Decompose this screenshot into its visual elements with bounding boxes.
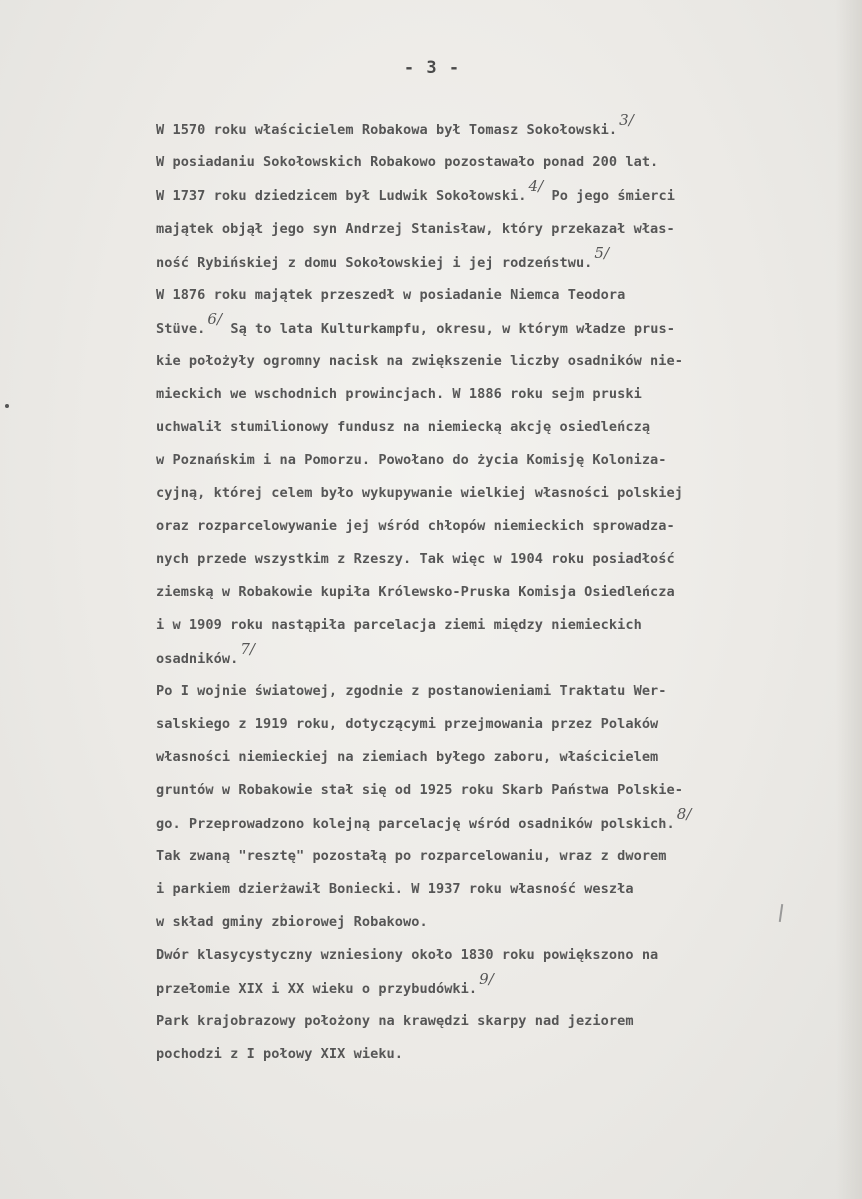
line-text: pochodzi z I połowy XIX wieku. — [156, 1046, 404, 1062]
text-line — [156, 777, 683, 803]
line-text: cyjną, której celem było wykupywanie wielkiej własności polskiej — [156, 485, 683, 501]
footnote-marker: 7/ — [240, 640, 256, 658]
line-text: salskiego z 1919 roku, dotyczącymi przejmowania przez Polaków — [156, 716, 659, 732]
text-line — [156, 381, 642, 407]
line-text: mieckich we wschodnich prowincjach. W 1886 roku sejm pruski — [156, 386, 642, 402]
text-line — [156, 970, 494, 1001]
text-line — [156, 678, 667, 704]
line-text: uchwalił stumilionowy fundusz na niemiecką akcję osiedleńczą — [156, 419, 651, 435]
footnote-marker: 9/ — [479, 970, 494, 988]
footnote-marker: 4/ — [528, 177, 544, 195]
text-line — [156, 711, 658, 737]
text-line — [156, 513, 675, 539]
text-line — [156, 177, 675, 208]
line-text: ziemską w Robakowie kupiła Królewsko-Pruska Komisja Osiedleńcza — [156, 584, 675, 600]
footnote-marker: 8/ — [676, 805, 692, 823]
text-line — [156, 579, 675, 605]
line-text-continuation: Po jego śmierci — [543, 188, 675, 204]
line-text: ność Rybińskiej z domu Sokołowskiej i jej rodzeństwu. — [156, 255, 593, 271]
line-text: w skład gminy zbiorowej Robakowo. — [156, 914, 428, 930]
page-number: - 3 - — [403, 58, 461, 78]
text-line — [156, 310, 675, 341]
text-line — [156, 942, 658, 968]
line-text-continuation: Są to lata Kulturkampfu, okresu, w którym władze prus- — [222, 321, 675, 337]
text-line — [156, 1008, 634, 1034]
text-line — [156, 111, 634, 142]
text-line — [156, 546, 675, 572]
line-text: i parkiem dzierżawił Boniecki. W 1937 roku własność weszła — [156, 881, 634, 897]
footnote-marker: 3/ — [619, 111, 634, 129]
text-line — [156, 216, 675, 242]
line-text: Park krajobrazowy położony na krawędzi skarpy nad jeziorem — [156, 1013, 634, 1029]
line-text: Stüve. — [156, 321, 206, 337]
text-line — [156, 876, 634, 902]
line-text: go. Przeprowadzono kolejną parcelację wśród osadników polskich. — [156, 816, 675, 832]
line-text: W 1570 roku właścicielem Robakowa był Tomasz Sokołowski. — [156, 122, 618, 138]
pen-mark — [779, 904, 783, 922]
text-line — [156, 244, 610, 275]
line-text: W 1876 roku majątek przeszedł w posiadanie Niemca Teodora — [156, 287, 626, 303]
line-text: przełomie XIX i XX wieku o przybudówki. — [156, 981, 478, 997]
line-text: Dwór klasycystyczny wzniesiony około 1830 roku powiększono na — [156, 947, 659, 963]
line-text: W posiadaniu Sokołowskich Robakowo pozostawało ponad 200 lat. — [156, 154, 659, 170]
line-text: majątek objął jego syn Andrzej Stanisław, który przekazał włas- — [156, 221, 675, 237]
line-text: w Poznańskim i na Pomorzu. Powołano do życia Komisję Koloniza- — [156, 452, 667, 468]
text-line — [156, 805, 692, 836]
paper-speck — [5, 404, 9, 408]
line-text: Tak zwaną "resztę" pozostałą po rozparcelowaniu, wraz z dworem — [156, 848, 667, 864]
line-text: W 1737 roku dziedzicem był Ludwik Sokołowski. — [156, 188, 527, 204]
text-line — [156, 612, 642, 638]
text-line — [156, 843, 667, 869]
line-text: oraz rozparcelowywanie jej wśród chłopów niemieckich sprowadza- — [156, 518, 675, 534]
page-edge-shadow — [836, 0, 862, 1199]
line-text: gruntów w Robakowie stał się od 1925 roku Skarb Państwa Polskie- — [156, 782, 683, 798]
footnote-marker: 5/ — [594, 244, 610, 262]
line-text: kie położyły ogromny nacisk na zwiększenie liczby osadników nie- — [156, 353, 683, 369]
line-text: własności niemieckiej na ziemiach byłego zaboru, właścicielem — [156, 749, 659, 765]
text-line — [156, 149, 658, 175]
text-line — [156, 744, 658, 770]
line-text: i w 1909 roku nastąpiła parcelacja ziemi między niemieckich — [156, 617, 642, 633]
text-line — [156, 909, 428, 935]
text-line — [156, 640, 256, 671]
text-line — [156, 282, 625, 308]
line-text: nych przede wszystkim z Rzeszy. Tak więc w 1904 roku posiadłość — [156, 551, 675, 567]
text-line — [156, 480, 683, 506]
text-line — [156, 447, 667, 473]
footnote-marker: 6/ — [207, 310, 223, 328]
text-line — [156, 414, 650, 440]
line-text: Po I wojnie światowej, zgodnie z postanowieniami Traktatu Wer- — [156, 683, 667, 699]
line-text: osadników. — [156, 651, 239, 667]
text-line — [156, 1041, 403, 1067]
text-line — [156, 348, 683, 374]
